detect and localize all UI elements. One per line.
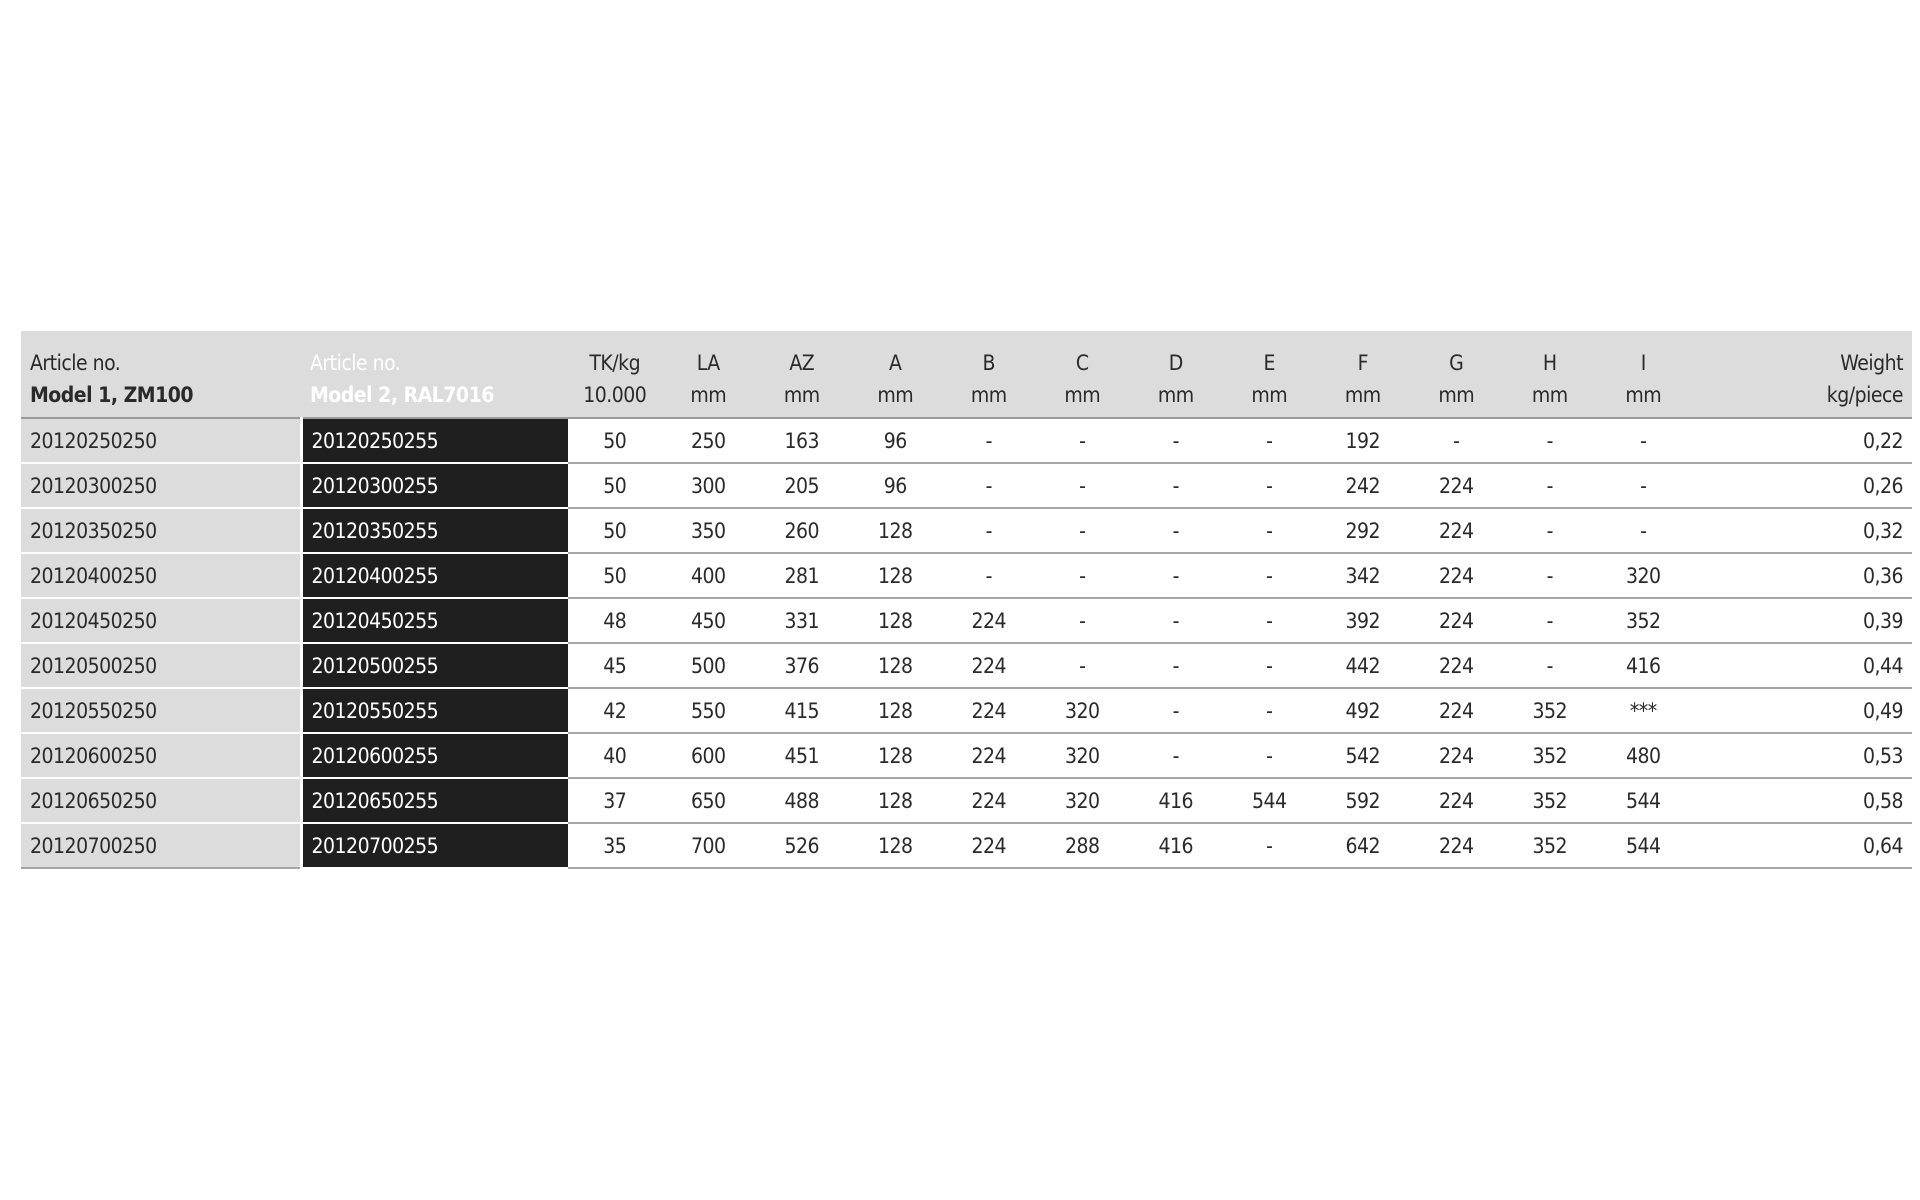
article-no-model2: 20120250255 [301,418,568,463]
cell-tk: 50 [568,508,662,553]
cell-g: 224 [1410,508,1504,553]
cell-b: - [942,463,1036,508]
cell-d: - [1129,508,1223,553]
article-no-model1: 20120350250 [21,508,301,553]
cell-b: 224 [942,688,1036,733]
cell-g: 224 [1410,688,1504,733]
header-unit-h: mm [1503,375,1597,418]
cell-i: 416 [1597,643,1691,688]
cell-h: - [1503,463,1597,508]
article-no-model1: 20120400250 [21,553,301,598]
cell-d: - [1129,418,1223,463]
header-col-e: E [1223,331,1317,375]
cell-b: - [942,508,1036,553]
cell-g: - [1410,418,1504,463]
header-col-b: B [942,331,1036,375]
header-model2-name: Model 2, RAL7016 [301,375,568,418]
cell-e: - [1223,643,1317,688]
cell-c: - [1036,598,1130,643]
header-col-d: D [1129,331,1223,375]
cell-i: 352 [1597,598,1691,643]
cell-b: 224 [942,598,1036,643]
cell-c: - [1036,418,1130,463]
header-model2-label: Article no. [301,331,568,375]
header-unit-i: mm [1597,375,1691,418]
header-unit-b: mm [942,375,1036,418]
cell-h: 352 [1503,733,1597,778]
cell-c: - [1036,643,1130,688]
header-row-units [21,375,1912,418]
cell-tk: 42 [568,688,662,733]
cell-weight: 0,53 [1690,733,1912,778]
header-col-tk: TK/kg [568,331,662,375]
cell-d: - [1129,733,1223,778]
cell-f: 542 [1316,733,1410,778]
cell-tk: 40 [568,733,662,778]
cell-g: 224 [1410,823,1504,868]
cell-g: 224 [1410,598,1504,643]
table-row [21,553,1912,598]
cell-f: 592 [1316,778,1410,823]
cell-a: 96 [849,418,943,463]
cell-tk: 35 [568,823,662,868]
header-unit-c: mm [1036,375,1130,418]
article-table-container [21,331,1903,869]
cell-az: 163 [755,418,849,463]
header-col-c: C [1036,331,1130,375]
cell-e: - [1223,463,1317,508]
cell-c: 288 [1036,823,1130,868]
header-model1-name: Model 1, ZM100 [21,375,301,418]
cell-la: 350 [662,508,756,553]
cell-e: - [1223,823,1317,868]
article-no-model2: 20120450255 [301,598,568,643]
cell-az: 451 [755,733,849,778]
header-unit-e: mm [1223,375,1317,418]
cell-h: - [1503,508,1597,553]
header-col-i: I [1597,331,1691,375]
header-unit-g: mm [1410,375,1504,418]
cell-la: 450 [662,598,756,643]
cell-e: - [1223,598,1317,643]
cell-f: 192 [1316,418,1410,463]
cell-e: - [1223,508,1317,553]
header-row-labels [21,331,1912,375]
article-no-model1: 20120700250 [21,823,301,868]
cell-h: - [1503,643,1597,688]
cell-i: - [1597,418,1691,463]
header-col-az: AZ [755,331,849,375]
cell-e: - [1223,418,1317,463]
table-row [21,688,1912,733]
table-row [21,508,1912,553]
cell-c: - [1036,553,1130,598]
cell-az: 205 [755,463,849,508]
cell-a: 128 [849,643,943,688]
cell-la: 550 [662,688,756,733]
cell-weight: 0,44 [1690,643,1912,688]
table-row [21,463,1912,508]
cell-h: 352 [1503,778,1597,823]
cell-h: - [1503,553,1597,598]
header-unit-a: mm [849,375,943,418]
cell-b: 224 [942,733,1036,778]
cell-a: 128 [849,778,943,823]
cell-d: - [1129,463,1223,508]
article-no-model2: 20120500255 [301,643,568,688]
cell-b: - [942,418,1036,463]
cell-i: - [1597,508,1691,553]
article-no-model2: 20120400255 [301,553,568,598]
cell-a: 128 [849,553,943,598]
cell-la: 700 [662,823,756,868]
article-no-model1: 20120600250 [21,733,301,778]
cell-f: 392 [1316,598,1410,643]
cell-la: 500 [662,643,756,688]
cell-weight: 0,22 [1690,418,1912,463]
cell-g: 224 [1410,778,1504,823]
header-model1-label: Article no. [21,331,301,375]
cell-f: 442 [1316,643,1410,688]
cell-d: 416 [1129,823,1223,868]
cell-f: 342 [1316,553,1410,598]
cell-az: 376 [755,643,849,688]
header-col-weight: Weight [1690,331,1912,375]
article-no-model1: 20120500250 [21,643,301,688]
cell-tk: 45 [568,643,662,688]
article-no-model1: 20120550250 [21,688,301,733]
cell-c: 320 [1036,733,1130,778]
cell-la: 300 [662,463,756,508]
cell-tk: 50 [568,553,662,598]
cell-a: 96 [849,463,943,508]
cell-h: 352 [1503,688,1597,733]
cell-i: 544 [1597,823,1691,868]
cell-g: 224 [1410,553,1504,598]
header-unit-la: mm [662,375,756,418]
cell-h: 352 [1503,823,1597,868]
article-no-model1: 20120650250 [21,778,301,823]
cell-weight: 0,39 [1690,598,1912,643]
cell-weight: 0,32 [1690,508,1912,553]
table-header [21,331,1912,418]
cell-b: 224 [942,778,1036,823]
cell-tk: 50 [568,463,662,508]
cell-la: 600 [662,733,756,778]
table-row [21,823,1912,868]
cell-f: 242 [1316,463,1410,508]
cell-weight: 0,64 [1690,823,1912,868]
cell-c: 320 [1036,778,1130,823]
cell-a: 128 [849,508,943,553]
table-row [21,733,1912,778]
header-unit-tk: 10.000 [568,375,662,418]
cell-h: - [1503,598,1597,643]
table-body [21,418,1912,868]
header-unit-az: mm [755,375,849,418]
header-col-f: F [1316,331,1410,375]
cell-la: 650 [662,778,756,823]
table-row [21,598,1912,643]
cell-tk: 48 [568,598,662,643]
cell-f: 642 [1316,823,1410,868]
header-unit-d: mm [1129,375,1223,418]
cell-g: 224 [1410,643,1504,688]
table-row [21,778,1912,823]
article-no-model2: 20120550255 [301,688,568,733]
cell-tk: 37 [568,778,662,823]
cell-d: - [1129,688,1223,733]
cell-i: - [1597,463,1691,508]
cell-a: 128 [849,598,943,643]
cell-c: 320 [1036,688,1130,733]
cell-la: 400 [662,553,756,598]
cell-h: - [1503,418,1597,463]
cell-i: *** [1597,688,1691,733]
cell-a: 128 [849,733,943,778]
cell-i: 320 [1597,553,1691,598]
cell-tk: 50 [568,418,662,463]
article-no-model1: 20120250250 [21,418,301,463]
article-no-model2: 20120700255 [301,823,568,868]
cell-c: - [1036,508,1130,553]
article-no-model2: 20120600255 [301,733,568,778]
cell-weight: 0,36 [1690,553,1912,598]
cell-d: - [1129,643,1223,688]
article-no-model1: 20120450250 [21,598,301,643]
cell-d: 416 [1129,778,1223,823]
cell-i: 480 [1597,733,1691,778]
header-col-a: A [849,331,943,375]
cell-a: 128 [849,823,943,868]
cell-b: 224 [942,823,1036,868]
cell-b: 224 [942,643,1036,688]
cell-la: 250 [662,418,756,463]
cell-e: 544 [1223,778,1317,823]
article-no-model2: 20120650255 [301,778,568,823]
cell-a: 128 [849,688,943,733]
cell-weight: 0,26 [1690,463,1912,508]
cell-f: 492 [1316,688,1410,733]
cell-d: - [1129,598,1223,643]
table-row [21,418,1912,463]
header-col-la: LA [662,331,756,375]
cell-g: 224 [1410,463,1504,508]
cell-e: - [1223,688,1317,733]
cell-az: 415 [755,688,849,733]
cell-f: 292 [1316,508,1410,553]
article-no-model2: 20120300255 [301,463,568,508]
cell-az: 331 [755,598,849,643]
article-no-model1: 20120300250 [21,463,301,508]
cell-g: 224 [1410,733,1504,778]
cell-az: 260 [755,508,849,553]
table-row [21,643,1912,688]
article-table [21,331,1912,869]
header-col-g: G [1410,331,1504,375]
header-unit-weight: kg/piece [1690,375,1912,418]
cell-az: 281 [755,553,849,598]
article-no-model2: 20120350255 [301,508,568,553]
cell-d: - [1129,553,1223,598]
header-unit-f: mm [1316,375,1410,418]
cell-c: - [1036,463,1130,508]
cell-i: 544 [1597,778,1691,823]
cell-weight: 0,58 [1690,778,1912,823]
cell-e: - [1223,553,1317,598]
cell-e: - [1223,733,1317,778]
cell-b: - [942,553,1036,598]
header-col-h: H [1503,331,1597,375]
cell-az: 526 [755,823,849,868]
cell-az: 488 [755,778,849,823]
cell-weight: 0,49 [1690,688,1912,733]
